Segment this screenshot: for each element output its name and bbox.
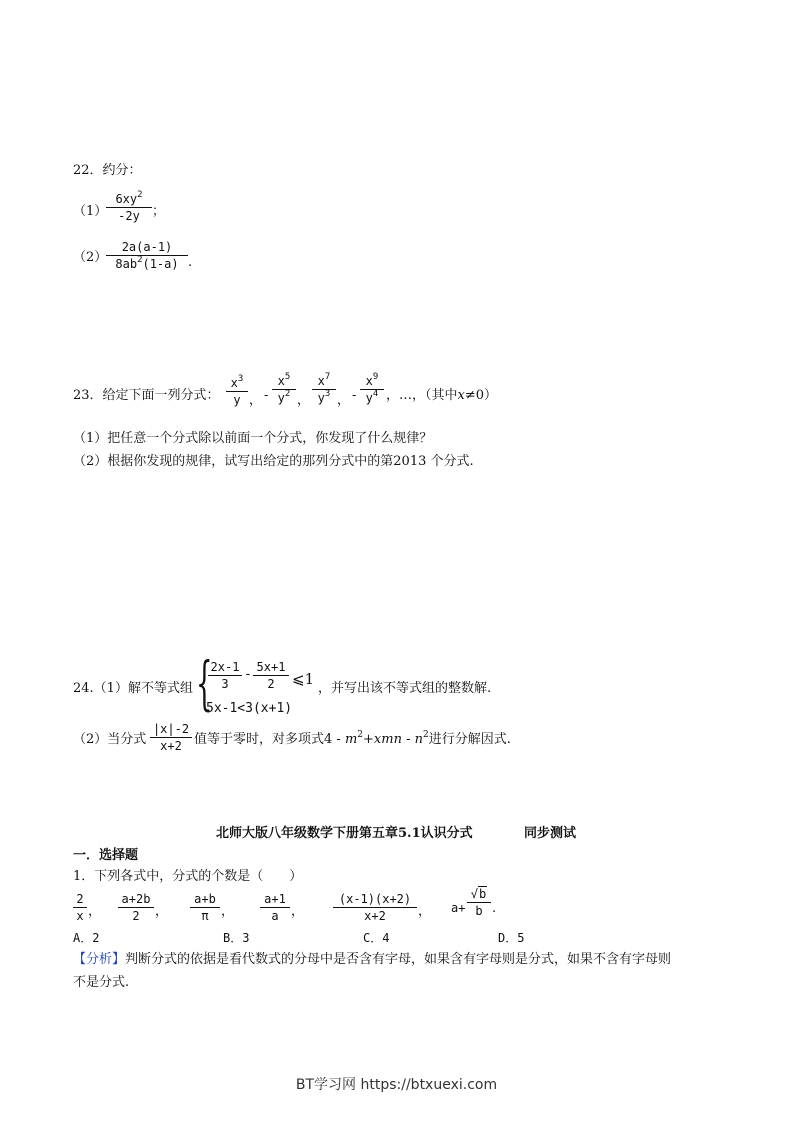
section-title: 北师大版八年级数学下册第五章5.1认识分式	[216, 826, 473, 841]
q22-p2-label: （2）	[73, 250, 108, 265]
q1-expr-5: (x-1)(x+2) x+2	[333, 892, 417, 923]
q1-stem: 1．下列各式中，分式的个数是（ ）	[73, 869, 303, 884]
q24-frac-a: 2x-1 3	[208, 660, 242, 691]
q1-expr-1: 2 x	[73, 892, 87, 923]
option-a: A．2	[73, 931, 100, 945]
q22-p2-fraction: 2a(a-1) $8ab^2(1-a)$	[106, 240, 188, 271]
q1-expr-4: a+1 a	[260, 892, 290, 923]
q23-fraction-4: $x^9$ $y^4$	[360, 374, 384, 405]
left-brace-icon: {	[196, 649, 213, 717]
q24-frac-b: 5x+1 2	[253, 660, 289, 691]
option-c: C．4	[363, 931, 390, 945]
q1-expr-2: a+2b 2	[118, 892, 154, 923]
q24-p2-lead: （2）当分式	[73, 732, 147, 747]
q22-p1-fraction: $6xy^2$ -2y	[106, 192, 152, 223]
q22-p1-den: -2y	[118, 209, 140, 223]
q23-tail: ，…，（其中x≠0）	[386, 388, 498, 403]
option-d: D．5	[498, 931, 525, 945]
q1-expr-3: a+b π	[190, 892, 220, 923]
q24-p2-text: 值等于零时，对多项式$4 - m^2+xmn - n^2$进行分解因式.	[194, 730, 511, 747]
q23-fraction-2: $x^5$ $y^2$	[272, 374, 296, 405]
q23-fraction-3: $x^7$ $y^3$	[312, 374, 336, 405]
analysis-line-1: 【分析】判断分式的依据是看代数式的分母中是否含有字母，如果含有字母则是分式，如果不含有字母则	[73, 952, 672, 967]
q23-sub1: （1）把任意一个分式除以前面一个分式，你发现了什么规律？	[73, 431, 433, 446]
option-b: B．3	[223, 931, 250, 945]
sqrt-icon: √	[470, 887, 478, 901]
q22-p1-label: （1）	[73, 204, 108, 219]
footer-watermark: BT学习网 https://btxuexi.com	[295, 1077, 498, 1093]
section-title-2: 同步测试	[524, 826, 577, 841]
q1-expr-6: √b b	[467, 887, 491, 918]
q24-row2: 5x-1<3(x+1)	[206, 701, 293, 716]
analysis-tag: 【分析】	[73, 952, 126, 967]
q23-fraction-1: $x^3$ y	[226, 376, 248, 407]
analysis-line-2: 不是分式.	[73, 975, 130, 990]
q24-tail: ，并写出该不等式组的整数解.	[318, 681, 492, 696]
q23-lead: 23．给定下面一列分式：	[73, 388, 220, 403]
part-heading: 一．选择题	[73, 848, 139, 863]
q23-sub2: （2）根据你发现的规律，试写出给定的那列分式中的第2013 个分式.	[73, 454, 474, 469]
q24-p2-fraction: |x|-2 x+2	[150, 722, 192, 753]
q24-lead: 24.（1）解不等式组	[73, 681, 193, 696]
q22-heading: 22．约分：	[73, 163, 142, 178]
q22-p1-num: 6xy	[115, 192, 138, 206]
q22-p2-num: 2a(a-1)	[121, 240, 173, 254]
q24-rel: ⩽1	[292, 670, 315, 688]
